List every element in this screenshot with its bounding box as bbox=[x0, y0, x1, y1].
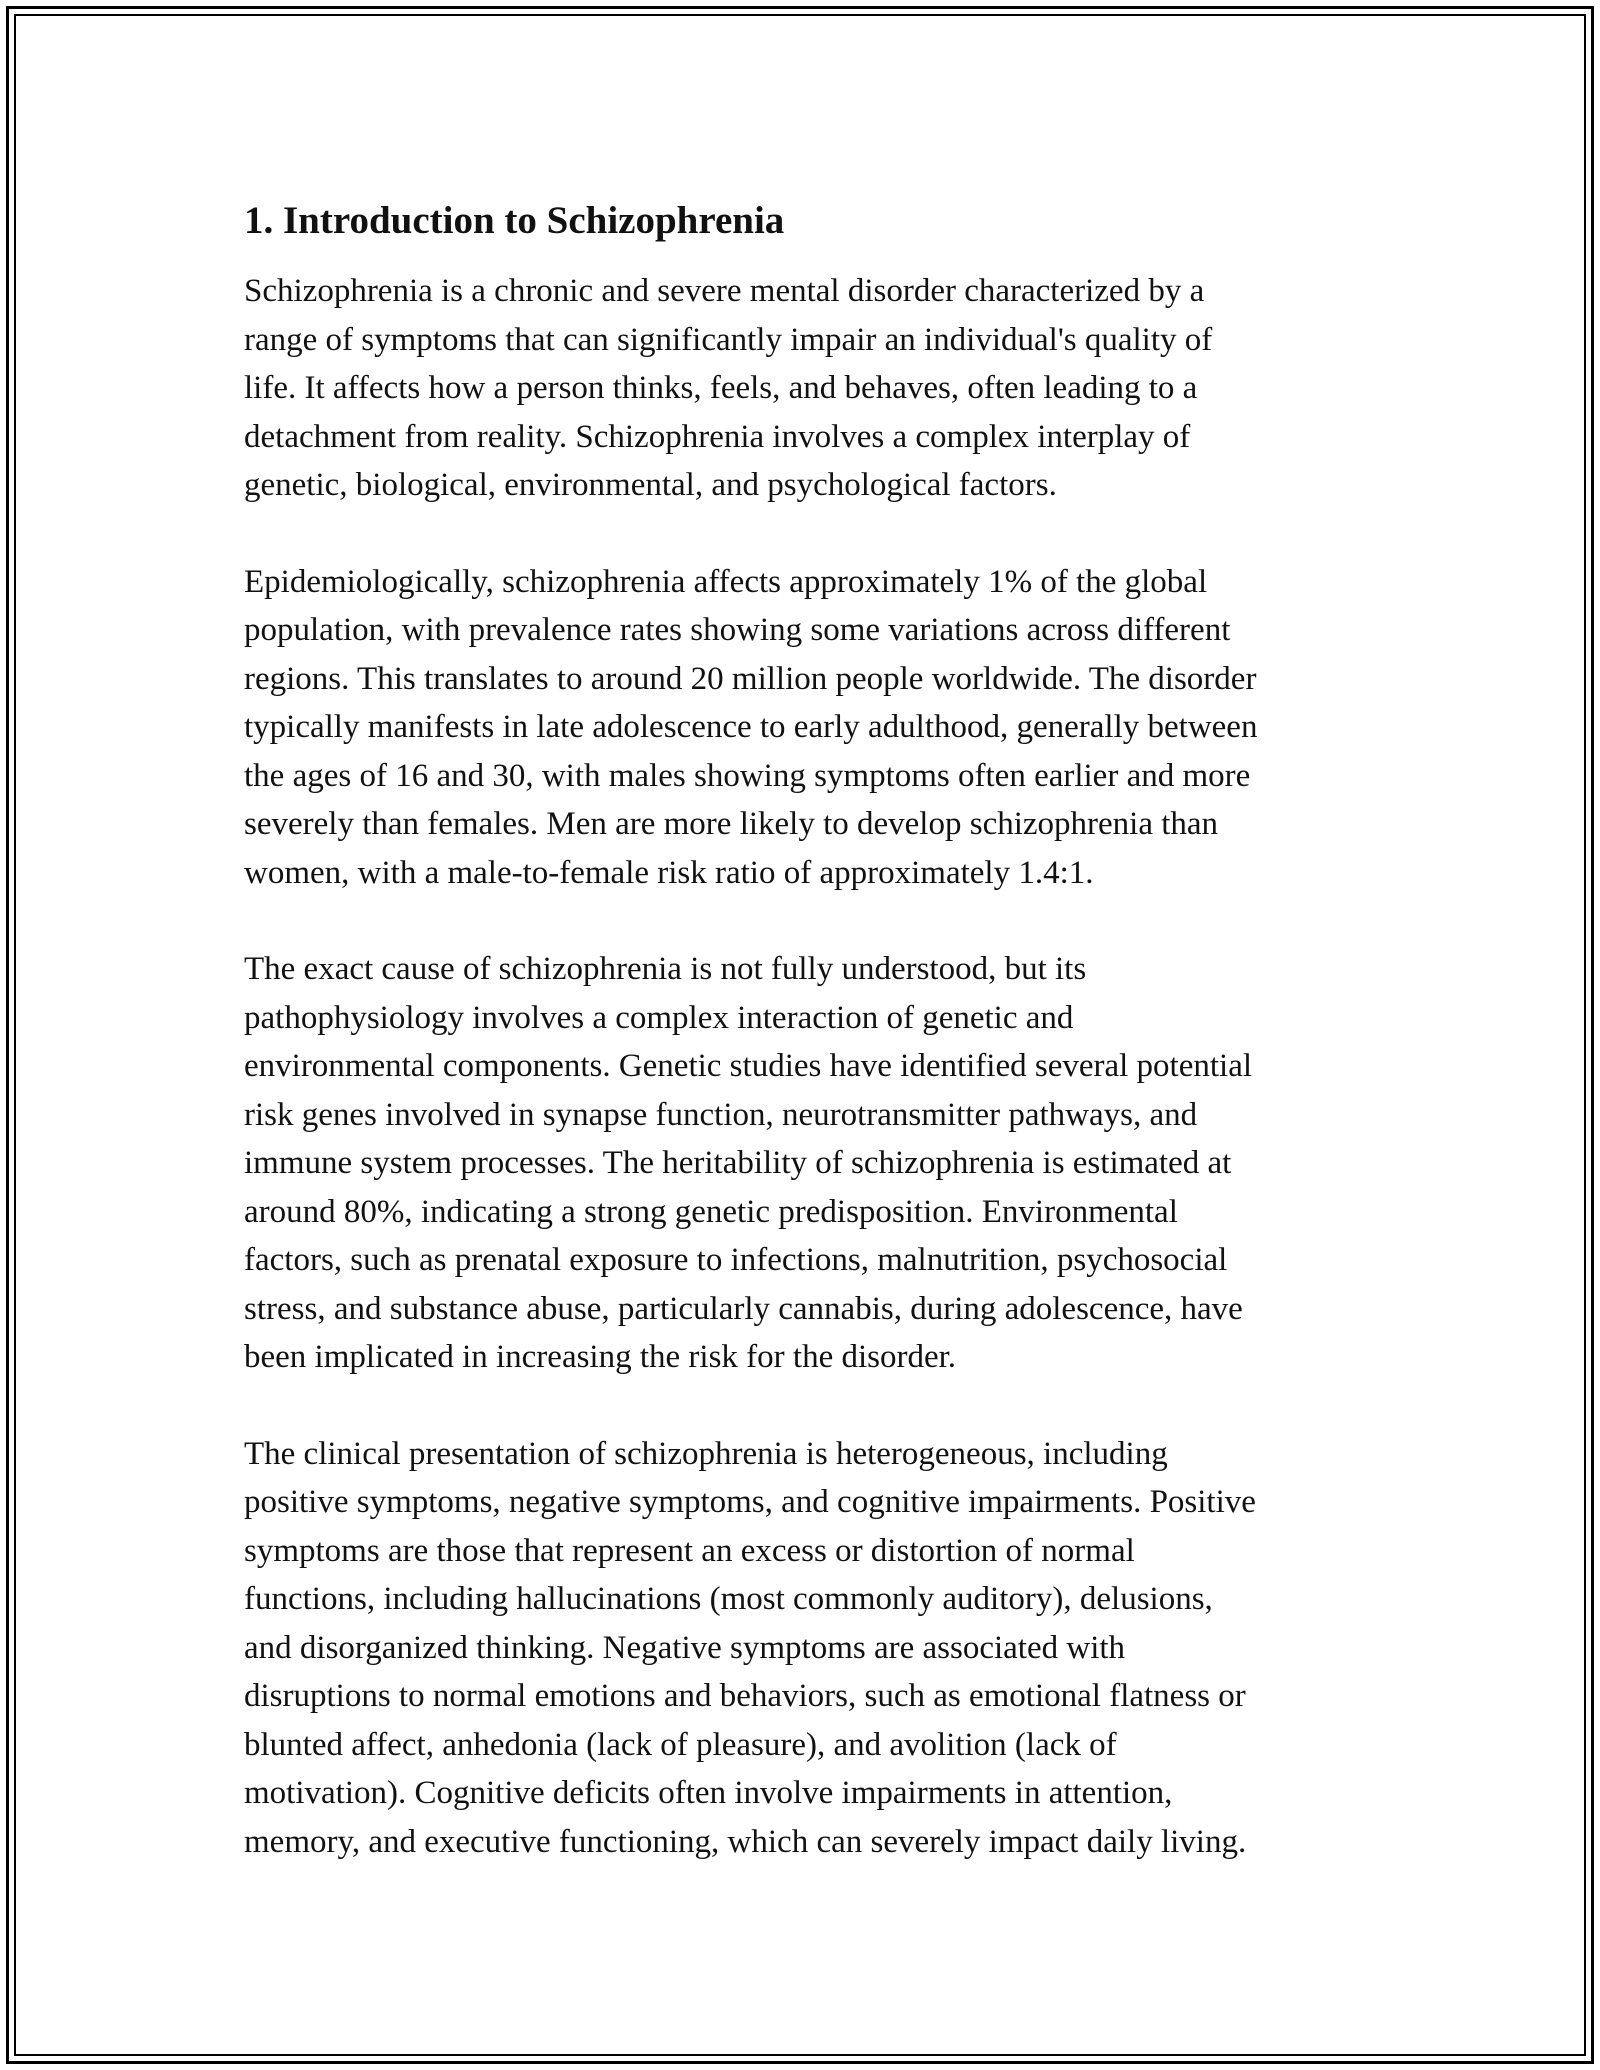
paragraph-line: functions, including hallucinations (most commonly auditory), delusions, bbox=[244, 1581, 1213, 1617]
paragraph-line: range of symptoms that can significantly impair an individual's quality of bbox=[244, 321, 1213, 358]
body-paragraph bbox=[244, 945, 1389, 1382]
paragraph-line: women, with a male-to-female risk ratio of approximately 1.4:1. bbox=[244, 854, 1094, 891]
paragraph-list bbox=[244, 267, 1389, 1866]
paragraph-line: detachment from reality. Schizophrenia involves a complex interplay of bbox=[244, 418, 1191, 455]
paragraph-line: The exact cause of schizophrenia is not fully understood, but its bbox=[244, 951, 1087, 987]
paragraph-line: symptoms are those that represent an excess or distortion of normal bbox=[244, 1532, 1135, 1569]
paragraph-line: motivation). Cognitive deficits often involve impairments in attention, bbox=[244, 1775, 1173, 1811]
paragraph-line: memory, and executive functioning, which can severely impact daily living. bbox=[244, 1823, 1247, 1860]
paragraph-line: Epidemiologically, schizophrenia affects approximately 1% of the global bbox=[244, 563, 1208, 600]
paragraph-line: pathophysiology involves a complex interaction of genetic and bbox=[244, 999, 1074, 1036]
paragraph-line: the ages of 16 and 30, with males showing symptoms often earlier and more bbox=[244, 757, 1251, 794]
paragraph-line: Schizophrenia is a chronic and severe mental disorder characterized by a bbox=[244, 273, 1205, 309]
paragraph-line: positive symptoms, negative symptoms, and cognitive impairments. Positive bbox=[244, 1484, 1256, 1520]
paragraph-line: around 80%, indicating a strong genetic predisposition. Environmental bbox=[244, 1193, 1178, 1230]
body-paragraph bbox=[244, 1430, 1389, 1867]
paragraph-line: disruptions to normal emotions and behaviors, such as emotional flatness or bbox=[244, 1678, 1246, 1714]
paragraph-line: factors, such as prenatal exposure to infections, malnutrition, psychosocial bbox=[244, 1242, 1228, 1278]
paragraph-line: stress, and substance abuse, particularly cannabis, during adolescence, have bbox=[244, 1290, 1243, 1327]
paragraph-line: population, with prevalence rates showing some variations across different bbox=[244, 612, 1231, 648]
paragraph-line: environmental components. Genetic studies have identified several potential bbox=[244, 1048, 1253, 1084]
paragraph-line: risk genes involved in synapse function, neurotransmitter pathways, and bbox=[244, 1096, 1198, 1133]
paragraph-line: typically manifests in late adolescence to early adulthood, generally between bbox=[244, 709, 1258, 745]
paragraph-line: blunted affect, anhedonia (lack of pleasure), and avolition (lack of bbox=[244, 1726, 1117, 1763]
body-paragraph bbox=[244, 558, 1389, 898]
page-frame bbox=[6, 6, 1594, 2064]
paragraph-line: immune system processes. The heritability of schizophrenia is estimated at bbox=[244, 1145, 1232, 1181]
paragraph-line: life. It affects how a person thinks, feels, and behaves, often leading to a bbox=[244, 370, 1198, 406]
paragraph-line: regions. This translates to around 20 million people worldwide. The disorder bbox=[244, 660, 1257, 697]
document-body bbox=[244, 195, 1389, 1914]
section-heading: 1. Introduction to Schizophrenia bbox=[244, 199, 785, 242]
body-paragraph bbox=[244, 267, 1389, 510]
paragraph-line: been implicated in increasing the risk for the disorder. bbox=[244, 1339, 957, 1375]
paragraph-line: and disorganized thinking. Negative symptoms are associated with bbox=[244, 1629, 1126, 1666]
paragraph-line: The clinical presentation of schizophrenia is heterogeneous, including bbox=[244, 1435, 1168, 1472]
paragraph-line: genetic, biological, environmental, and psychological factors. bbox=[244, 467, 1057, 503]
paragraph-line: severely than females. Men are more likely to develop schizophrenia than bbox=[244, 806, 1219, 842]
